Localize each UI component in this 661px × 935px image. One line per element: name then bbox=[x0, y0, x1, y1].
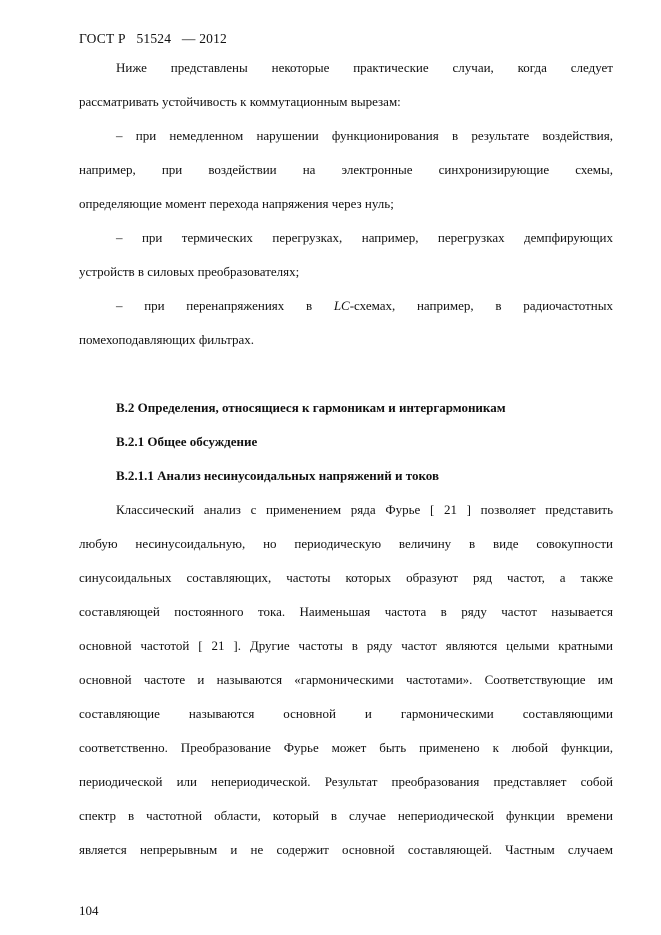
document-header: ГОСТ Р 51524 — 2012 bbox=[79, 31, 227, 46]
bullet-text-pre: – при перенапряжениях в bbox=[116, 298, 334, 313]
page-number: 104 bbox=[79, 903, 99, 918]
subsection-heading: В.2.1 Общее обсуждение bbox=[116, 434, 258, 449]
lc-italic: LC bbox=[333, 298, 350, 313]
intro-line: Ниже представлены некоторые практические случаи, когда следует bbox=[116, 60, 613, 75]
paragraph-line: соответственно. Преобразование Фурье может быть применено к любой функции, bbox=[79, 740, 613, 755]
paragraph-line: любую несинусоидальную, но периодическую величину в виде совокупности bbox=[79, 536, 613, 551]
bullet-line: помехоподавляющих фильтрах. bbox=[79, 332, 255, 347]
bullet-line: – при термических перегрузках, например, перегрузках демпфирующих bbox=[116, 230, 613, 245]
paragraph-line: периодической или непериодической. Результат преобразования представляет собой bbox=[79, 774, 613, 789]
paragraph-line: основной частоте и называются «гармоническими частотами». Соответствующие им bbox=[79, 672, 613, 687]
subsubsection-heading: В.2.1.1 Анализ несинусоидальных напряжений и токов bbox=[116, 468, 439, 483]
section-heading: В.2 Определения, относящиеся к гармоникам и интергармоникам bbox=[116, 400, 506, 415]
bullet-line: определяющие момент перехода напряжения через нуль; bbox=[79, 196, 394, 211]
bullet-line: устройств в силовых преобразователях; bbox=[79, 264, 300, 279]
paragraph-line: составляющие называются основной и гармоническими составляющими bbox=[79, 706, 613, 721]
bullet-line bbox=[116, 297, 613, 314]
paragraph-line: Классический анализ с применением ряда Фурье [ 21 ] позволяет представить bbox=[116, 502, 613, 517]
paragraph-line: основной частотой [ 21 ]. Другие частоты в ряду частот являются целыми кратными bbox=[79, 638, 613, 653]
paragraph-line: спектр в частотной области, который в случае непериодической функции времени bbox=[79, 808, 613, 823]
paragraph-line: синусоидальных составляющих, частоты которых образуют ряд частот, а также bbox=[79, 570, 613, 585]
paragraph-line: составляющей постоянного тока. Наименьшая частота в ряду частот называется bbox=[79, 604, 613, 619]
bullet-text-post: -схемах, например, в радиочастотных bbox=[349, 298, 613, 313]
bullet-line: например, при воздействии на электронные синхронизирующие схемы, bbox=[79, 162, 613, 177]
paragraph-line: является непрерывным и не содержит основной составляющей. Частным случаем bbox=[79, 842, 613, 857]
bullet-line: – при немедленном нарушении функционирования в результате воздействия, bbox=[116, 128, 613, 143]
intro-line: рассматривать устойчивость к коммутационным вырезам: bbox=[79, 94, 401, 109]
